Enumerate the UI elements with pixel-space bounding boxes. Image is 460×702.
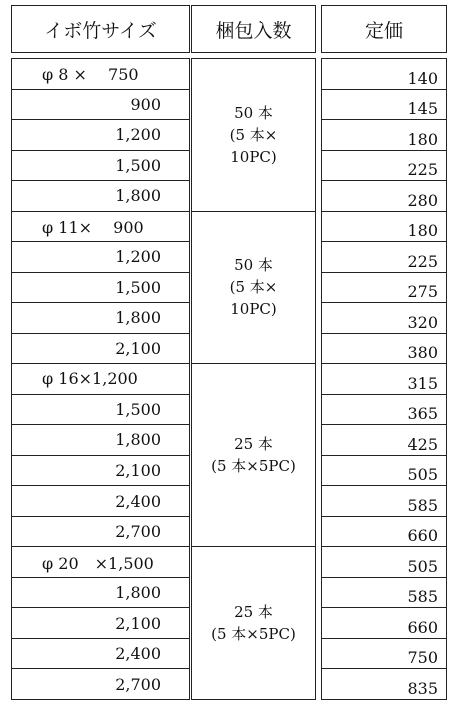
price-cell: 380 (321, 333, 447, 365)
pack-quantity-line: (5 本×5PC) (211, 457, 296, 476)
size-cell: 1,500 (11, 272, 190, 304)
price-cell: 180 (321, 211, 447, 243)
pack-quantity-line: (5 本× (229, 125, 278, 144)
price-cell: 225 (321, 150, 447, 182)
pack-quantity-line: 25 本 (234, 435, 273, 454)
price-cell: 315 (321, 363, 447, 395)
price-cell: 145 (321, 89, 447, 121)
size-cell: 2,700 (11, 668, 190, 700)
size-cell: 1,800 (11, 180, 190, 212)
price-cell: 275 (321, 272, 447, 304)
size-cell: 1,200 (11, 241, 190, 273)
pack-quantity-cell (191, 211, 316, 365)
size-cell: 1,800 (11, 577, 190, 609)
price-cell: 320 (321, 302, 447, 334)
size-cell: 2,100 (11, 607, 190, 639)
size-cell: 1,500 (11, 150, 190, 182)
pack-quantity-line: (5 本× (229, 278, 278, 297)
pack-quantity-line: 25 本 (234, 603, 273, 622)
price-cell: 505 (321, 546, 447, 578)
size-cell: 2,400 (11, 485, 190, 517)
pack-quantity-line: 50 本 (234, 103, 273, 122)
header-pack-quantity: 梱包入数 (191, 5, 316, 53)
size-cell: 2,400 (11, 638, 190, 670)
size-cell: 900 (11, 89, 190, 121)
price-cell: 280 (321, 180, 447, 212)
price-cell: 365 (321, 394, 447, 426)
size-cell: φ 11× 900 (11, 211, 190, 243)
size-cell: 1,800 (11, 424, 190, 456)
pack-quantity-line: 50 本 (234, 256, 273, 275)
price-cell: 660 (321, 607, 447, 639)
price-cell: 225 (321, 241, 447, 273)
size-cell: 2,100 (11, 333, 190, 365)
pack-quantity-cell (191, 363, 316, 547)
price-cell: 140 (321, 58, 447, 90)
size-cell: 1,800 (11, 302, 190, 334)
pack-quantity-line: 10PC) (230, 147, 277, 166)
price-cell: 585 (321, 577, 447, 609)
price-table (11, 58, 447, 699)
price-cell: 425 (321, 424, 447, 456)
price-cell: 180 (321, 119, 447, 151)
price-cell: 505 (321, 455, 447, 487)
pack-quantity-cell (191, 546, 316, 700)
pack-quantity-cell (191, 58, 316, 212)
size-cell: 1,200 (11, 119, 190, 151)
pack-quantity-line: (5 本×5PC) (211, 625, 296, 644)
size-cell: φ 16×1,200 (11, 363, 190, 395)
price-cell: 835 (321, 668, 447, 700)
price-cell: 585 (321, 485, 447, 517)
size-cell: 2,100 (11, 455, 190, 487)
size-cell: φ 8 × 750 (11, 58, 190, 90)
pack-quantity-line: 10PC) (230, 300, 277, 319)
price-cell: 660 (321, 516, 447, 548)
size-cell: φ 20 ×1,500 (11, 546, 190, 578)
size-cell: 2,700 (11, 516, 190, 548)
size-cell: 1,500 (11, 394, 190, 426)
price-cell: 750 (321, 638, 447, 670)
header-price: 定価 (321, 5, 447, 53)
header-size: イボ竹サイズ (11, 5, 190, 53)
